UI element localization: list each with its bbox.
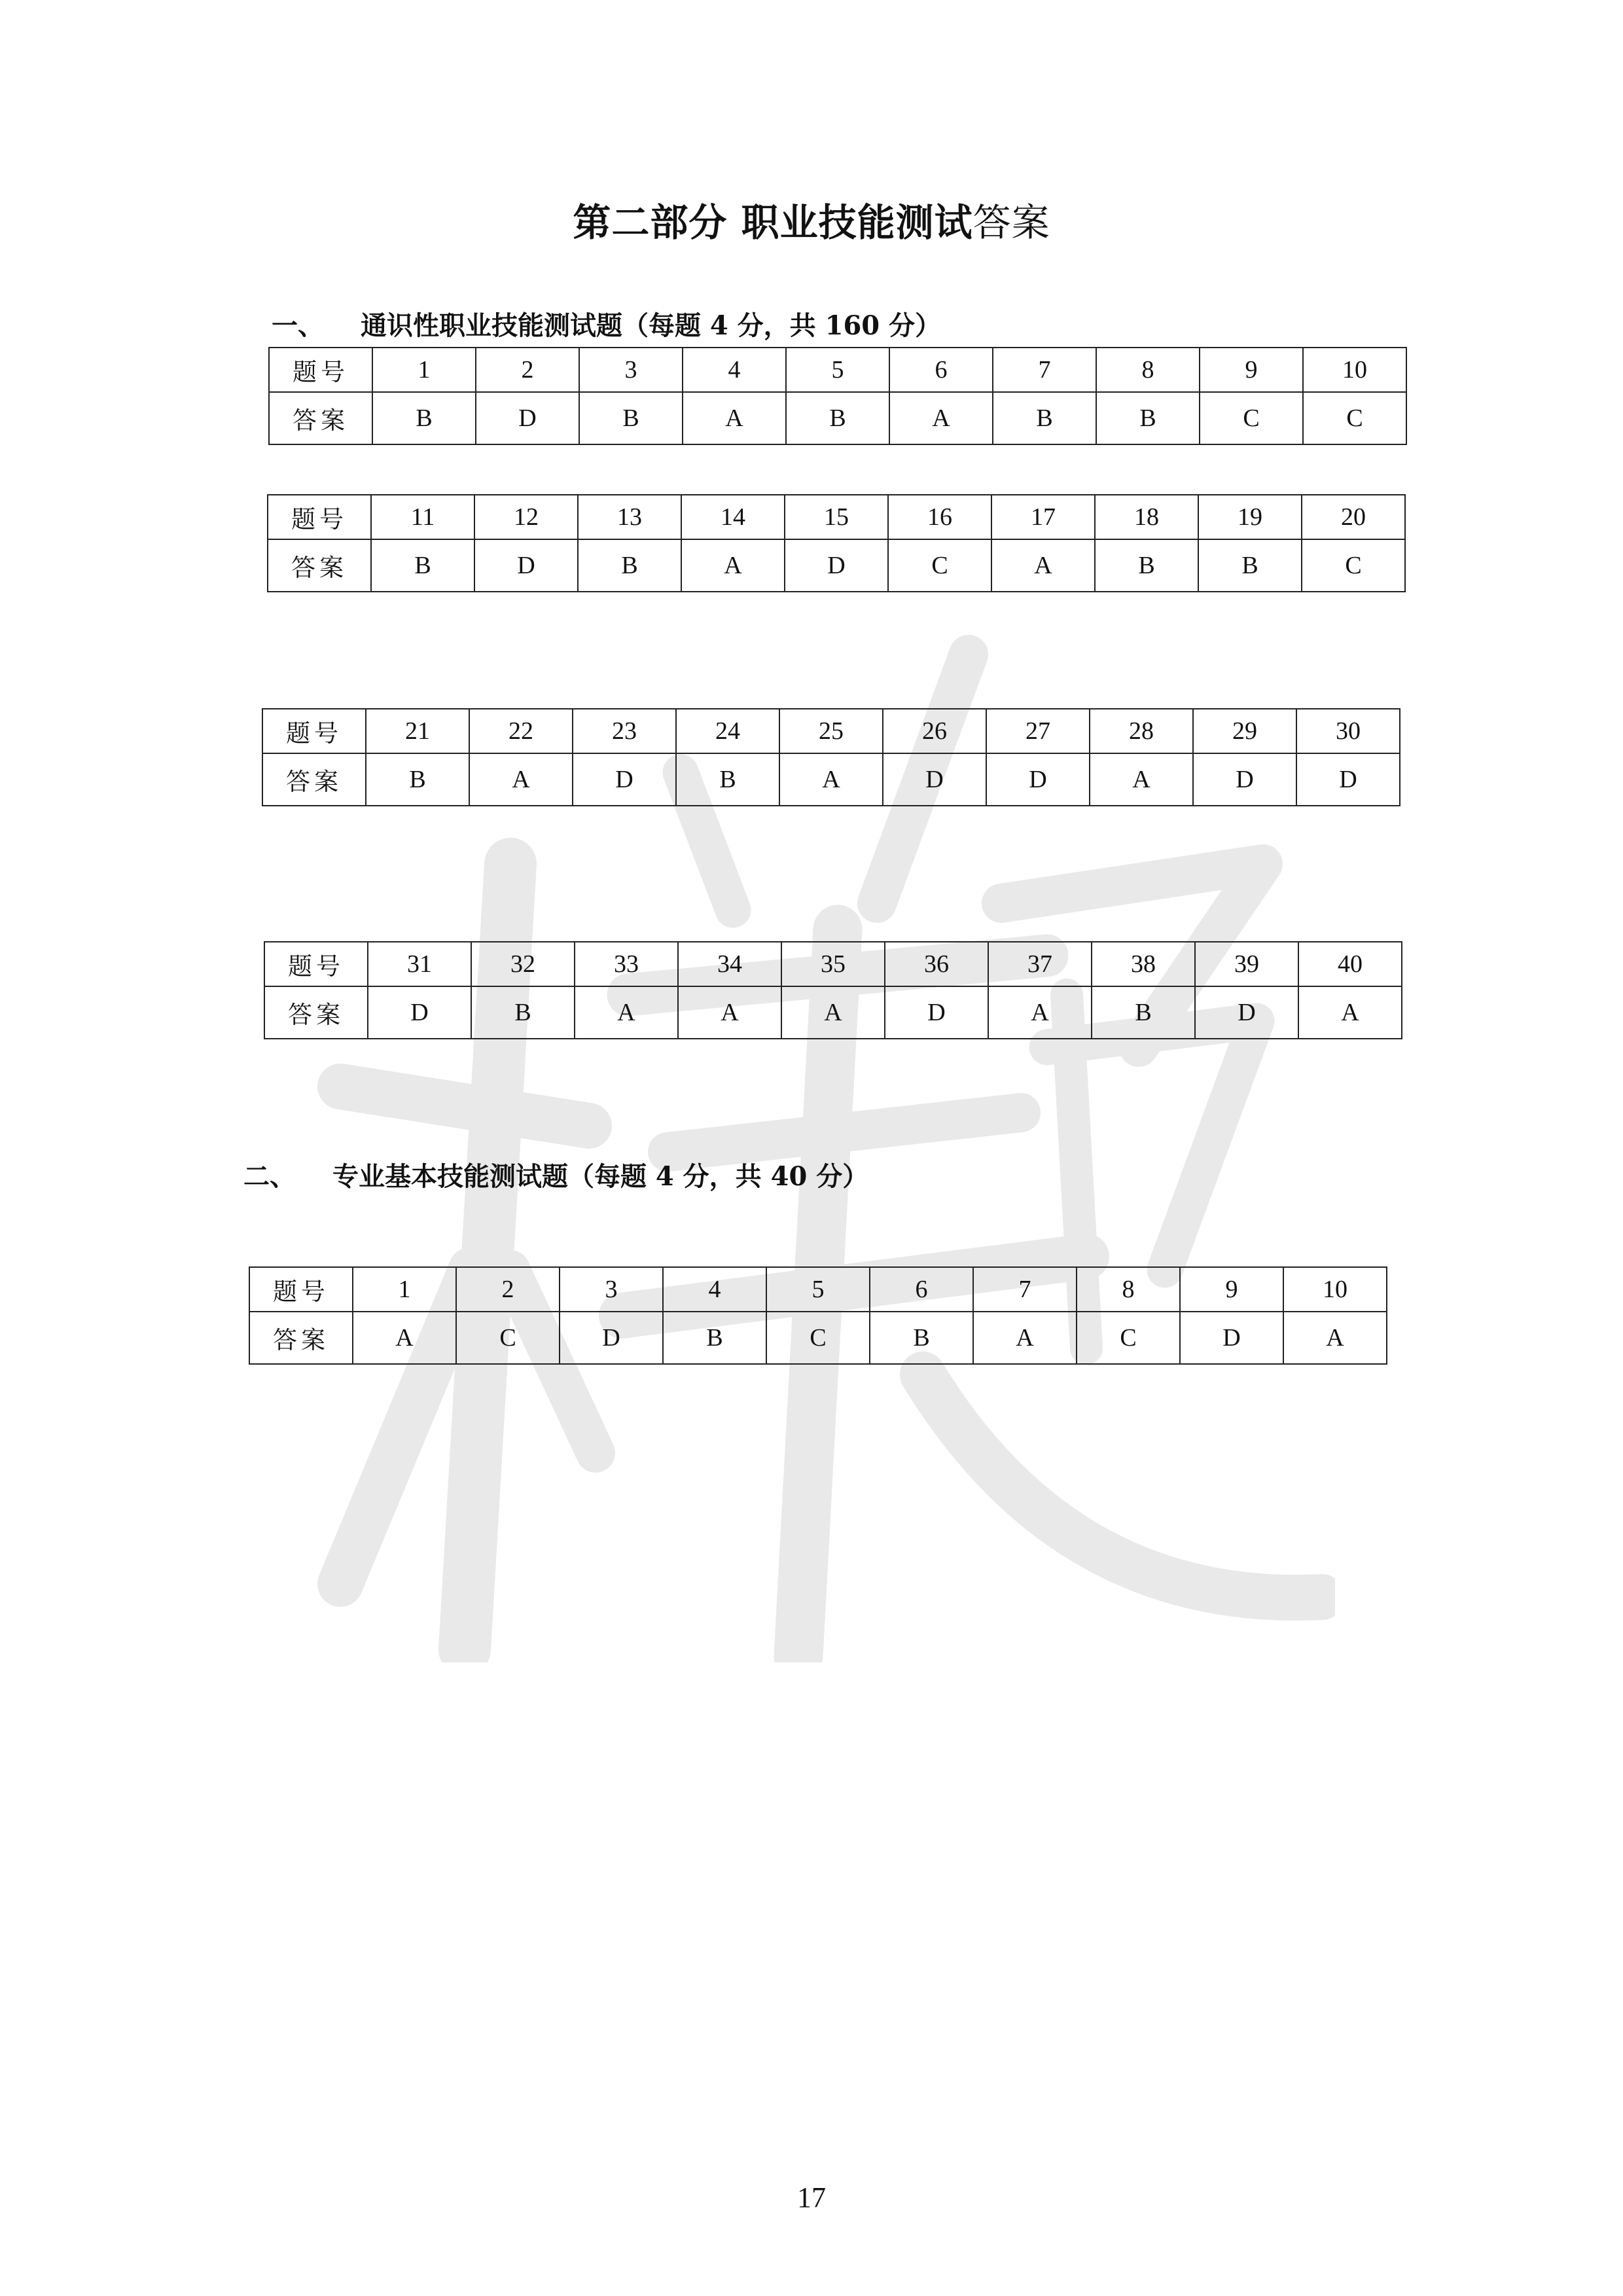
question-number: 35 [781,942,885,986]
answer-cell: B [579,392,683,444]
question-number-row [269,348,1406,392]
answer-cell: D [1180,1312,1283,1364]
question-number: 26 [883,709,986,753]
answer-cell: D [476,392,579,444]
question-number: 9 [1200,348,1303,392]
answer-label: 答案 [262,753,366,806]
answer-label: 答案 [268,539,371,592]
answer-cell: B [676,753,779,806]
question-number: 34 [678,942,781,986]
question-label: 题号 [269,348,372,392]
answer-cell: B [1096,392,1200,444]
answer-label: 答案 [264,986,368,1039]
section-number-1: 一、 [272,310,324,341]
answer-table-1 [268,347,1407,445]
question-number: 29 [1193,709,1296,753]
question-number: 24 [676,709,779,753]
answer-cell: B [870,1312,973,1364]
page-number: 17 [797,2181,826,2214]
answer-cell: B [786,392,889,444]
answer-cell: B [1092,986,1195,1039]
answer-cell: A [973,1312,1077,1364]
answer-cell: D [573,753,676,806]
answer-cell: A [683,392,786,444]
answer-row [268,539,1405,592]
question-number: 18 [1095,495,1198,539]
question-number: 4 [683,348,786,392]
answer-cell: C [766,1312,870,1364]
question-number: 23 [573,709,676,753]
question-number: 17 [991,495,1095,539]
answer-table-5 [249,1266,1387,1365]
question-number: 14 [681,495,785,539]
question-label: 题号 [268,495,371,539]
answer-cell: C [1303,392,1406,444]
answer-cell: B [993,392,1096,444]
answer-cell: B [471,986,575,1039]
answer-cell: A [1298,986,1402,1039]
answer-cell: D [1296,753,1400,806]
answer-cell: C [1077,1312,1180,1364]
question-number: 28 [1090,709,1193,753]
answer-table-3 [262,708,1400,806]
answer-row [249,1312,1387,1364]
answer-cell: A [779,753,883,806]
question-number: 6 [889,348,993,392]
answer-cell: A [681,539,785,592]
question-number: 6 [870,1267,973,1312]
answer-cell: C [456,1312,560,1364]
question-number: 33 [575,942,678,986]
answer-cell: D [560,1312,663,1364]
answer-cell: D [368,986,471,1039]
answer-cell: D [1195,986,1298,1039]
page-title-main: 第二部分 职业技能测试 [573,200,973,245]
question-number: 3 [579,348,683,392]
answer-cell: D [1193,753,1296,806]
answer-row [262,753,1400,806]
question-number: 1 [372,348,476,392]
answer-row [269,392,1406,444]
question-number: 20 [1302,495,1405,539]
section-title-2: 专业基本技能测试题（每题 4 分，共 40 分） [332,1161,869,1192]
question-number: 25 [779,709,883,753]
question-number: 5 [786,348,889,392]
answer-cell: D [883,753,986,806]
question-number: 12 [474,495,578,539]
question-number-row [262,709,1400,753]
question-number: 40 [1298,942,1402,986]
answer-cell: C [1200,392,1303,444]
question-number: 4 [663,1267,766,1312]
answer-cell: D [785,539,888,592]
answer-cell: A [353,1312,456,1364]
answer-cell: B [1198,539,1302,592]
page-title-tail: 答案 [972,200,1050,245]
question-number: 10 [1283,1267,1387,1312]
answer-cell: B [1095,539,1198,592]
question-number: 1 [353,1267,456,1312]
answer-table-4 [264,941,1402,1039]
answer-cell: D [474,539,578,592]
question-number: 19 [1198,495,1302,539]
answer-cell: B [372,392,476,444]
question-number: 8 [1096,348,1200,392]
answer-table-2 [267,494,1406,592]
question-number: 31 [368,942,471,986]
question-number-row [268,495,1405,539]
question-number: 16 [888,495,991,539]
question-label: 题号 [264,942,368,986]
answer-cell: D [986,753,1090,806]
answer-cell: B [366,753,469,806]
page-title [0,196,1623,249]
question-number: 27 [986,709,1090,753]
answer-cell: D [885,986,988,1039]
question-label: 题号 [249,1267,353,1312]
answer-cell: C [888,539,991,592]
question-number-row [264,942,1402,986]
question-number: 21 [366,709,469,753]
answer-cell: A [1283,1312,1387,1364]
answer-cell: C [1302,539,1405,592]
answer-cell: B [663,1312,766,1364]
question-number: 2 [456,1267,560,1312]
section-heading-1 [272,308,941,344]
question-number: 2 [476,348,579,392]
question-number: 32 [471,942,575,986]
question-number: 37 [988,942,1092,986]
question-number: 5 [766,1267,870,1312]
question-number: 7 [973,1267,1077,1312]
answer-cell: A [781,986,885,1039]
question-number: 36 [885,942,988,986]
question-number: 13 [578,495,681,539]
question-number: 15 [785,495,888,539]
answer-cell: A [678,986,781,1039]
question-number: 30 [1296,709,1400,753]
section-number-2: 二、 [243,1161,296,1192]
question-number: 38 [1092,942,1195,986]
answer-cell: A [469,753,573,806]
answer-row [264,986,1402,1039]
answer-cell: B [371,539,474,592]
question-number: 22 [469,709,573,753]
answer-cell: A [889,392,993,444]
question-number: 3 [560,1267,663,1312]
section-heading-2 [243,1158,868,1195]
question-number: 9 [1180,1267,1283,1312]
answer-cell: A [1090,753,1193,806]
question-number: 10 [1303,348,1406,392]
answer-label: 答案 [249,1312,353,1364]
section-title-1: 通识性职业技能测试题（每题 4 分，共 160 分） [361,310,942,341]
answer-label: 答案 [269,392,372,444]
question-number: 8 [1077,1267,1180,1312]
question-number: 39 [1195,942,1298,986]
answer-cell: B [578,539,681,592]
question-label: 题号 [262,709,366,753]
question-number: 11 [371,495,474,539]
question-number: 7 [993,348,1096,392]
answer-cell: A [988,986,1092,1039]
question-number-row [249,1267,1387,1312]
answer-cell: A [991,539,1095,592]
answer-cell: A [575,986,678,1039]
